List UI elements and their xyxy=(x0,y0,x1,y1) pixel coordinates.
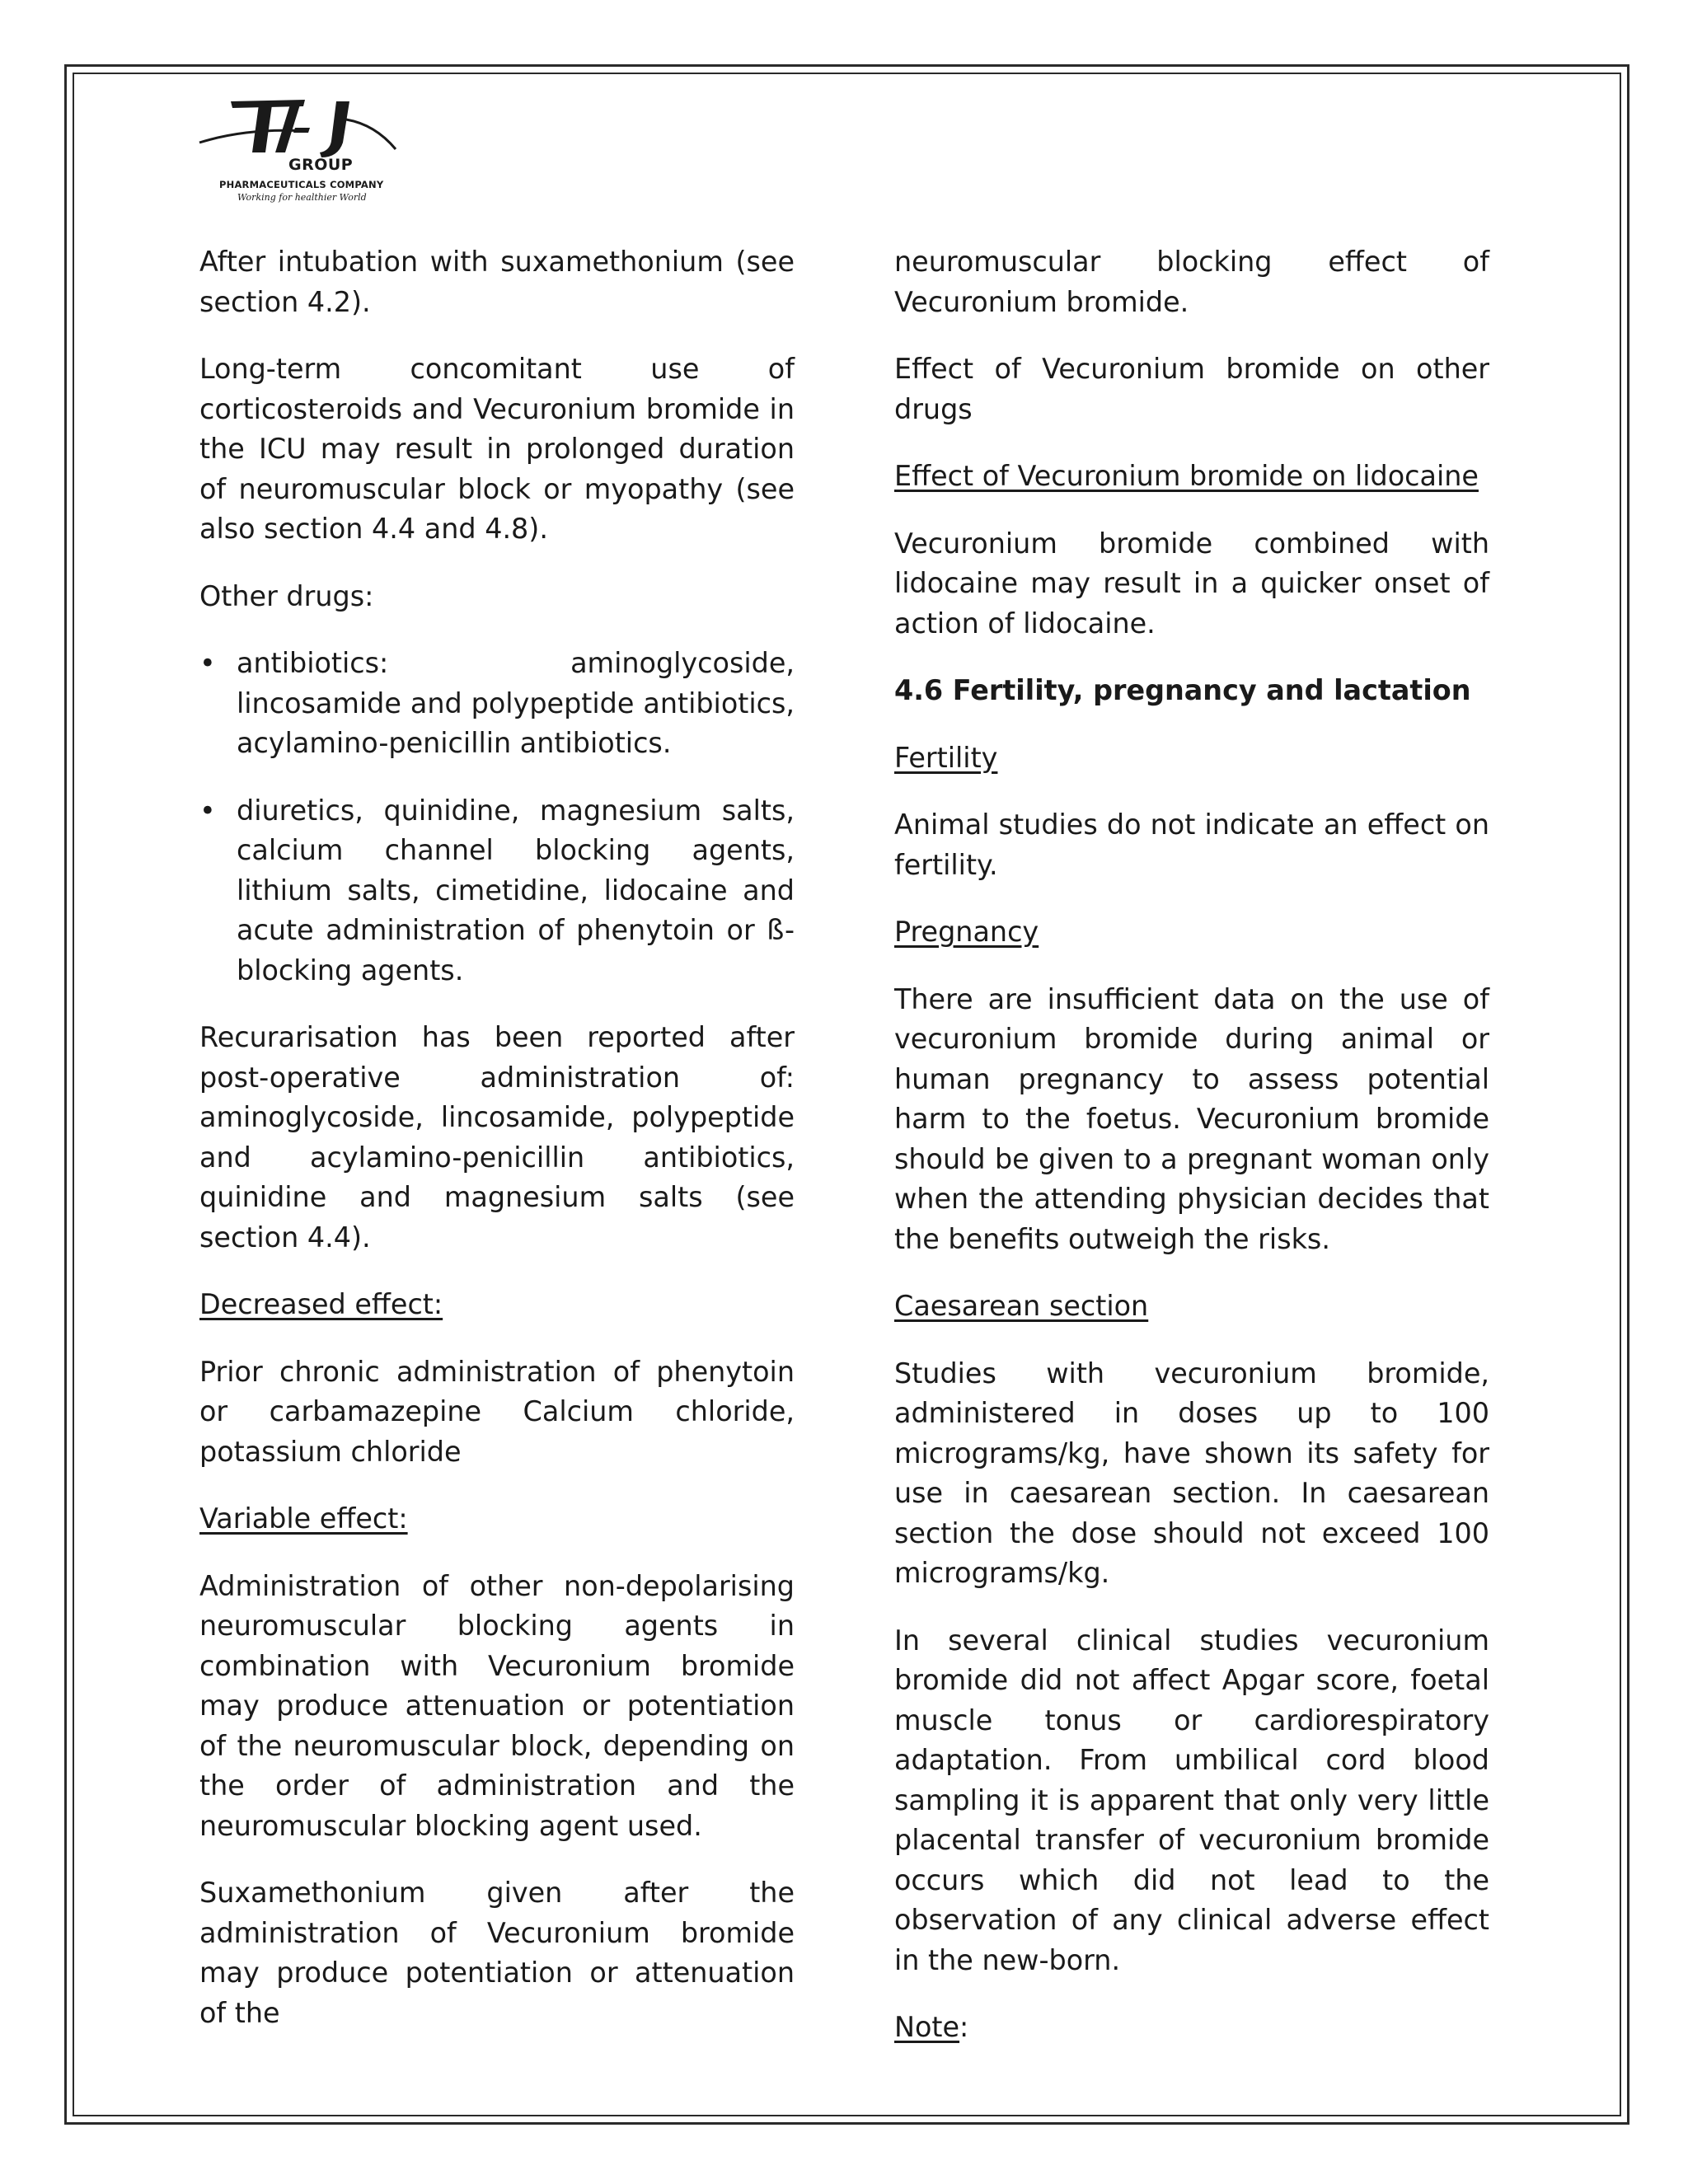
logo-tagline: Working for healthier World xyxy=(237,192,367,203)
left-column xyxy=(199,242,795,2060)
right-column xyxy=(894,242,1489,2075)
paragraph-recurarisation: Recurarisation has been reported after post-operative administration of: aminoglycoside, lincosamide, polypeptide and acylamino-penicillin antibiotics, quinidine and magnesium salts (see section 4.4). xyxy=(199,1021,795,1254)
logo-group-text: GROUP xyxy=(288,156,354,174)
paragraph-continuation: neuromuscular blocking effect of Vecuronium bromide. xyxy=(894,246,1489,318)
paragraph-longterm-corticosteroids: Long-term concomitant use of corticosteroids and Vecuronium bromide in the ICU may result in prolonged duration of neuromuscular block or myopathy (see also section 4.4 and 4.8). xyxy=(199,353,795,545)
paragraph-lidocaine: Vecuronium bromide combined with lidocaine may result in a quicker onset of action of lidocaine. xyxy=(894,527,1489,640)
pregnancy-heading: Pregnancy xyxy=(894,916,1039,948)
note-colon: : xyxy=(959,2011,969,2043)
list-item-diuretics: • diuretics, quinidine, magnesium salts, calcium channel blocking agents, lithium salts, cimetidine, lidocaine and acute administration of phenytoin or ß- blocking agents. xyxy=(199,791,795,991)
paragraph-suxamethonium: Suxamethonium given after the administration of Vecuronium bromide may produce potentiation or attenuation of the xyxy=(199,1877,795,2029)
paragraph-variable-effect: Administration of other non-depolarising neuromuscular blocking agents in combination with Vecuronium bromide may produce attenuation or potentiation of the neuromuscular block, depending on the order of administration and the neuromuscular blocking agent used. xyxy=(199,1569,795,1842)
paragraph-effect-on-other-drugs: Effect of Vecuronium bromide on other drugs xyxy=(894,353,1489,425)
other-drugs-list xyxy=(199,644,795,991)
fertility-heading: Fertility xyxy=(894,741,998,774)
paragraph-fertility: Animal studies do not indicate an effect on fertility. xyxy=(894,808,1489,881)
lidocaine-heading: Effect of Vecuronium bromide on lidocaine xyxy=(894,460,1479,492)
list-item-antibiotics: • antibiotics: aminoglycoside, lincosamide and polypeptide antibiotics, acylamino-penicillin antibiotics. xyxy=(199,644,795,764)
section-4-6-heading: 4.6 Fertility, pregnancy and lactation xyxy=(894,674,1471,706)
paragraph-caesarean: Studies with vecuronium bromide, administered in doses up to 100 micrograms/kg, have shown its safety for use in caesarean section. In caesarean section the dose should not exceed 100 micrograms/kg. xyxy=(894,1357,1489,1589)
note-label: Note xyxy=(894,2011,960,2043)
note-line xyxy=(894,2008,1489,2048)
paragraph-decreased-effect: Prior chronic administration of phenytoin or carbamazepine Calcium chloride, potassium chloride xyxy=(199,1355,795,1468)
taj-group-logo xyxy=(198,95,404,210)
decreased-effect-heading: Decreased effect: xyxy=(199,1288,443,1320)
paragraph-clinical-studies: In several clinical studies vecuronium bromide did not affect Apgar score, foetal muscle tonus or cardiorespiratory adaptation. From umbilical cord blood sampling it is apparent that only very little placental transfer of vecuronium bromide occurs which did not lead to the observation of any clinical adverse effect in the new-born. xyxy=(894,1624,1489,1976)
other-drugs-label: Other drugs: xyxy=(199,579,374,612)
paragraph-pregnancy: There are insufficient data on the use of vecuronium bromide during animal or human pregnancy to assess potential harm to the foetus. Vecuronium bromide should be given to a pregnant woman only when the attending physician decides that the benefits outweigh the risks. xyxy=(894,982,1489,1255)
taj-logo-mark xyxy=(198,95,404,161)
paragraph-intubation: After intubation with suxamethonium (see section 4.2). xyxy=(199,246,795,318)
variable-effect-heading: Variable effect: xyxy=(199,1502,408,1535)
logo-company-text: PHARMACEUTICALS COMPANY xyxy=(219,179,384,190)
caesarean-heading: Caesarean section xyxy=(894,1290,1149,1322)
